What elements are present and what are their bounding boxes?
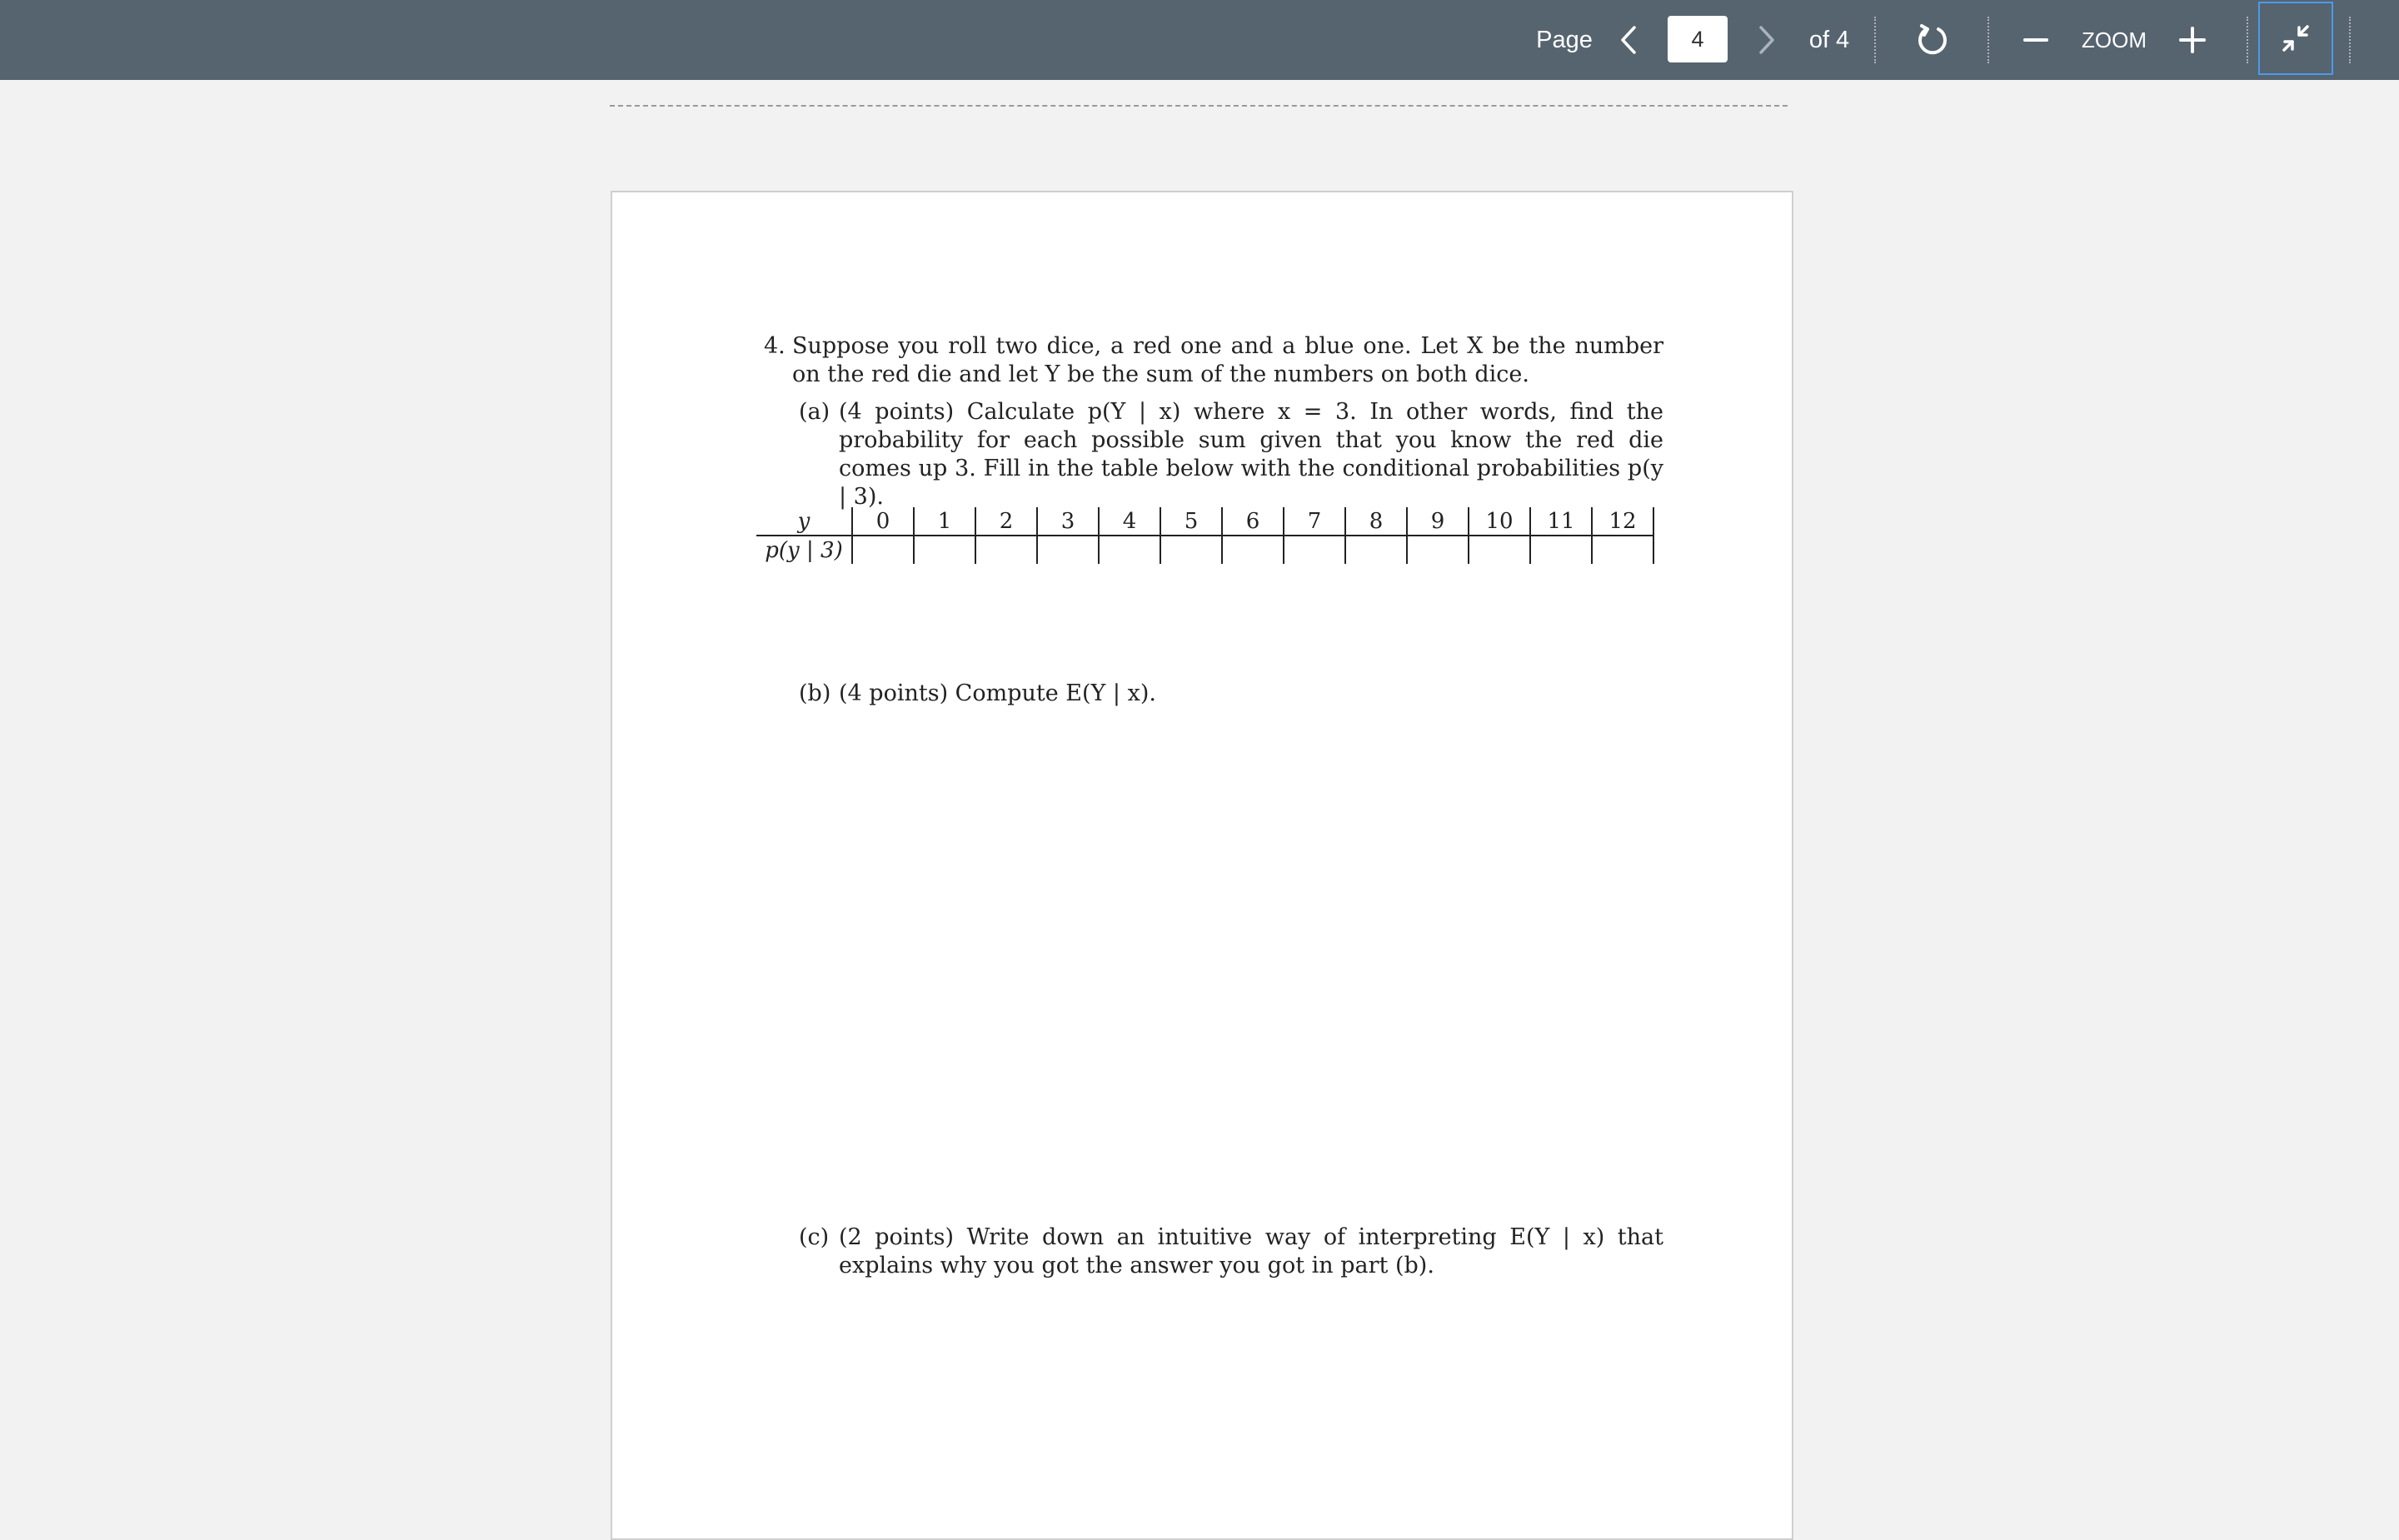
- table-blank-cell: [1284, 536, 1345, 564]
- chevron-right-icon: [1758, 25, 1776, 55]
- table-blank-cell: [1099, 536, 1160, 564]
- toolbar-divider: [1874, 17, 1876, 63]
- table-blank-cell: [1407, 536, 1469, 564]
- table-cell: 11: [1530, 507, 1592, 536]
- rotate-button[interactable]: [1911, 0, 1956, 80]
- prev-page-button[interactable]: [1612, 0, 1645, 80]
- page-count-label: of 4: [1808, 26, 1850, 53]
- table-blank-cell: [1037, 536, 1099, 564]
- toolbar-divider: [2247, 17, 2248, 63]
- toolbar-divider: [2349, 17, 2351, 63]
- table-cell: 2: [975, 507, 1037, 536]
- page-number-input[interactable]: [1668, 16, 1728, 62]
- question-number: 4.: [764, 333, 786, 359]
- part-label: (b): [799, 680, 831, 706]
- chevron-left-icon: [1619, 25, 1638, 55]
- table-blank-cell: [1530, 536, 1592, 564]
- page-break-separator: [610, 105, 1788, 107]
- viewer-toolbar: [0, 0, 2399, 80]
- question-text: Suppose you roll two dice, a red one and a blue one. Let X be the number on the red die and let Y be the sum of the numbers on both dice.: [792, 333, 1663, 387]
- table-cell: 6: [1222, 507, 1284, 536]
- document-page: [611, 191, 1793, 1540]
- table-blank-cell: [1469, 536, 1530, 564]
- plus-icon: [2179, 27, 2206, 53]
- next-page-button[interactable]: [1750, 0, 1783, 80]
- page-label: Page: [1536, 26, 1593, 53]
- table-cell: 0: [852, 507, 914, 536]
- part-text: (4 points) Calculate p(Y | x) where x = 3. In other words, find the probability for each possible sum given that you know the red die comes up 3. Fill in the table below with the conditional probabilities p(y | 3).: [839, 399, 1663, 510]
- exit-fullscreen-button[interactable]: [2258, 2, 2333, 75]
- part-text: (2 points) Write down an intuitive way of interpreting E(Y | x) that explains why you got the answer you got in part (b).: [839, 1224, 1663, 1278]
- table-cell: 3: [1037, 507, 1099, 536]
- part-text: (4 points) Compute E(Y | x).: [839, 680, 1156, 706]
- table-blank-cell: [1222, 536, 1284, 564]
- table-cell: 9: [1407, 507, 1469, 536]
- table-blank-cell: [1345, 536, 1407, 564]
- toolbar-divider: [1988, 17, 1989, 63]
- table-cell: 5: [1160, 507, 1222, 536]
- table-cell: 1: [914, 507, 975, 536]
- zoom-label: ZOOM: [2082, 27, 2147, 52]
- table-cell: 8: [1345, 507, 1407, 536]
- part-label: (c): [799, 1224, 830, 1250]
- table-blank-cell: [975, 536, 1037, 564]
- zoom-out-button[interactable]: [2019, 0, 2052, 80]
- part-label: (a): [799, 399, 830, 425]
- table-row-header: p(y | 3): [765, 537, 843, 563]
- table-row-header: y: [756, 507, 852, 536]
- table-blank-cell: [852, 536, 914, 564]
- table-cell: 4: [1099, 507, 1160, 536]
- minus-icon: [2023, 27, 2048, 52]
- table-cell: 10: [1469, 507, 1530, 536]
- table-blank-cell: [1592, 536, 1653, 564]
- table-blank-cell: [1160, 536, 1222, 564]
- table-cell: 7: [1284, 507, 1345, 536]
- table-blank-cell: [914, 536, 975, 564]
- table-cell: 12: [1592, 507, 1653, 536]
- probability-table: [756, 507, 1654, 564]
- rotate-icon: [1916, 22, 1951, 57]
- collapse-icon: [2279, 22, 2312, 55]
- zoom-in-button[interactable]: [2176, 0, 2209, 80]
